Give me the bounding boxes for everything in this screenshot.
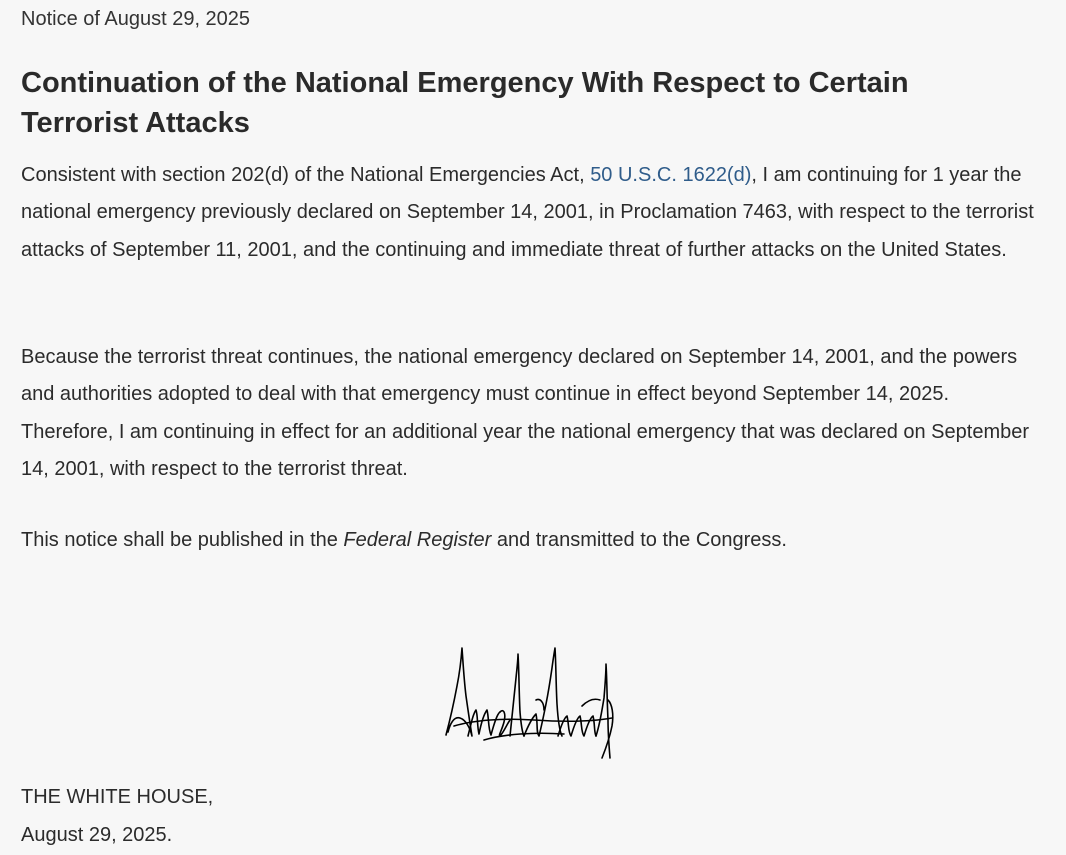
usc-citation-link[interactable]: 50 U.S.C. 1622(d) [590,164,752,186]
paragraph-1-text-after: , I am continuing for 1 year the national emergency previously declared on September 14, 2001, in Proclamation 7463, with respect to the terrorist attacks of September 11, 2001, and the continuing and immediate threat of further attacks on the United States. [21,164,1034,261]
paragraph-1 [21,157,1039,269]
paragraph-2: Because the terrorist threat continues, the national emergency declared on September 14, 2001, and the powers and authorities adopted to deal with that emergency must continue in effect beyond September 14, 2025. Therefore, I am continuing in effect for an additional year the national emergency that was declared on September 14, 2001, with respect to the terrorist threat. [21,346,1030,480]
closing-place: THE WHITE HOUSE, [21,786,214,808]
notice-date: Notice of August 29, 2025 [21,8,251,30]
paragraph-3-text-after: and transmitted to the Congress. [491,529,787,551]
paragraph-3 [21,522,1039,559]
federal-register-italic: Federal Register [343,529,492,551]
paragraph-3-text-before: This notice shall be published in the [21,529,344,551]
paragraph-1-text-before: Consistent with section 202(d) of the National Emergencies Act, [21,164,591,186]
page-title: Continuation of the National Emergency With Respect to Certain Terrorist Attacks [21,67,909,139]
closing-date: August 29, 2025. [21,824,173,846]
signature-image [444,640,616,762]
